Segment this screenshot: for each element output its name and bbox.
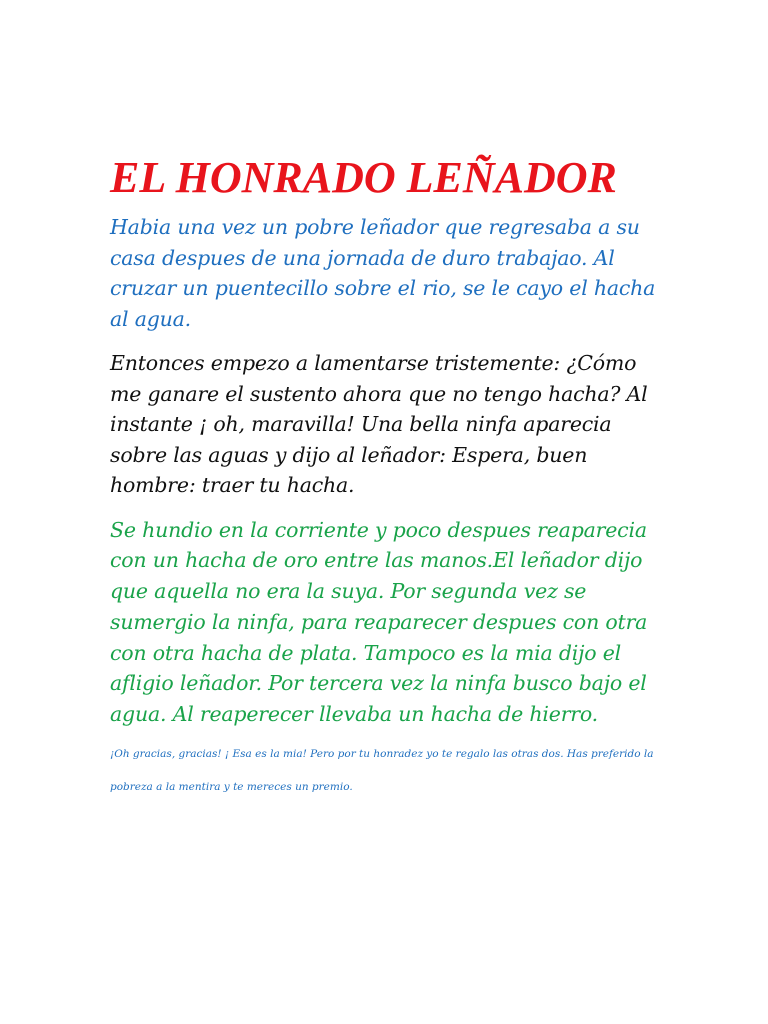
paragraph-3: Se hundio en la corriente y poco despues reaparecia con un hacha de oro entre las manos.El leñador dijo que aquella no era la suya. Por segunda vez se sumergio la ninfa, para reaparecer despues con otra con otra hacha de plata. Tampoco es la mia dijo el afligio leñador. Por tercera vez la ninfa busco bajo el agua. Al reaperecer llevaba un hacha de hierro. [110, 517, 648, 727]
paragraph-2: Entonces empezo a lamentarse tristemente: ¿Cómo me ganare el sustento ahora que no tengo hacha? Al instante ¡ oh, maravilla! Una bella ninfa aparecia sobre las aguas y dijo al leñador: Espera, buen hombre: traer tu hacha. [110, 351, 648, 497]
document-page [110, 148, 670, 804]
paragraph-1: Habia una vez un pobre leñador que regresaba a su casa despues de una jornada de duro trabajao. Al cruzar un puentecillo sobre el rio, se le cayo el hacha al agua. [110, 215, 656, 331]
paragraph-4: ¡Oh gracias, gracias! ¡ Esa es la mia! Pero por tu honradez yo te regalo las otras dos. Has preferido la pobreza a la mentira y te mereces un premio. [110, 748, 654, 794]
document-title: EL HONRADO LEÑADOR [110, 153, 617, 202]
